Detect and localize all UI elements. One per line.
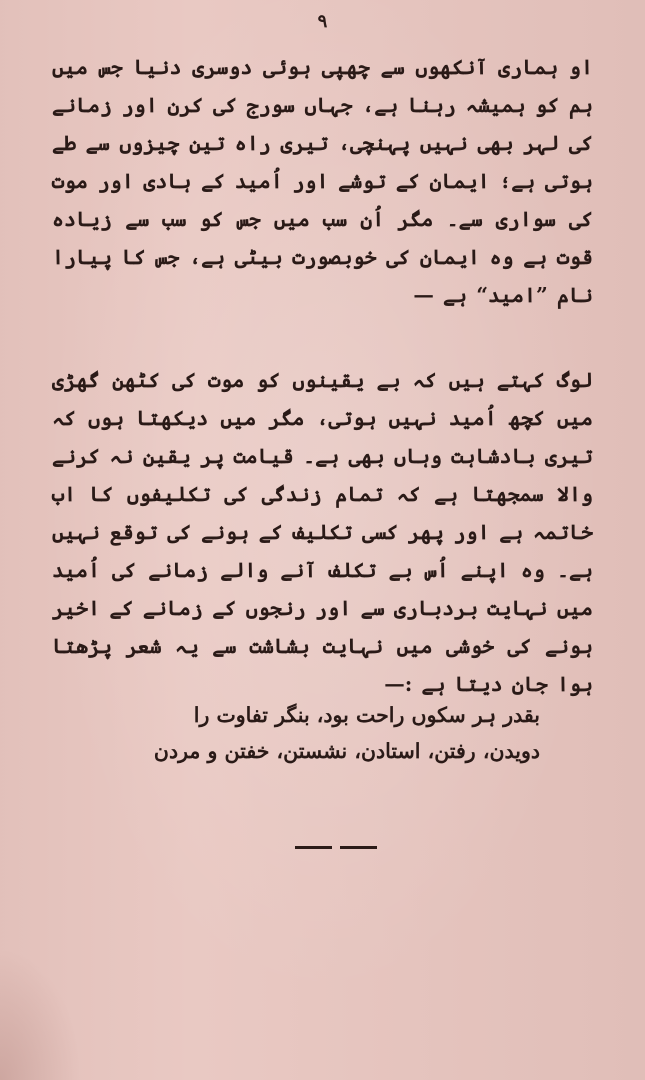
page-number: ٩ — [317, 11, 328, 32]
urdu-paragraph-one: او ہماری آنکھوں سے چھپی ہوئی دوسری دنیا جس میں ہم کو ہمیشہ رہنا ہے، جہاں سورج کی کرن اور زمانے کی لہر بھی نہیں پہنچی، تیری راہ تین چیزوں سے طے ہوتی ہے؛ ایمان کے توشے اور اُمید کے ہادی اور موت کی سواری سے۔ مگر اُن سب میں جس کو سب سے زیادہ قوت ہے وہ ایمان کی خوبصورت بیٹی ہے، جس کا پیارا نام ”امید“ ہے — — [52, 55, 593, 307]
urdu-paragraph-two: لوگ کہتے ہیں کہ بے یقینوں کو موت کی کٹھن گھڑی میں کچھ اُمید نہیں ہوتی، مگر میں دیکھتا ہوں کہ تیری بادشاہت وہاں بھی ہے۔ قیامت پر یقین نہ کرنے والا سمجھتا ہے کہ تمام زندگی کی تکلیفوں کا اب خاتمہ ہے اور پھر کسی تکلیف کے ہونے کی توقع نہیں ہے۔ وہ اپنے اُس بے تکلف آنے والے زمانے کی اُمید میں نہایت بردباری سے اور رنجوں کے زمانے کے اخیر ہونے کی خوشی میں نہایت بشاشت سے یہ شعر پڑھتا ہوا جان دیتا ہے :— — [52, 368, 593, 696]
section-separator — [295, 846, 377, 849]
persian-verse-line-two: دویدن، رفتن، استادن، نشستن، خفتن و مردن — [153, 739, 540, 763]
paper-stain — [0, 948, 82, 1080]
persian-verse-line-one: بقدر ہر سکوں راحت بود، بنگر تفاوت را — [193, 703, 540, 727]
